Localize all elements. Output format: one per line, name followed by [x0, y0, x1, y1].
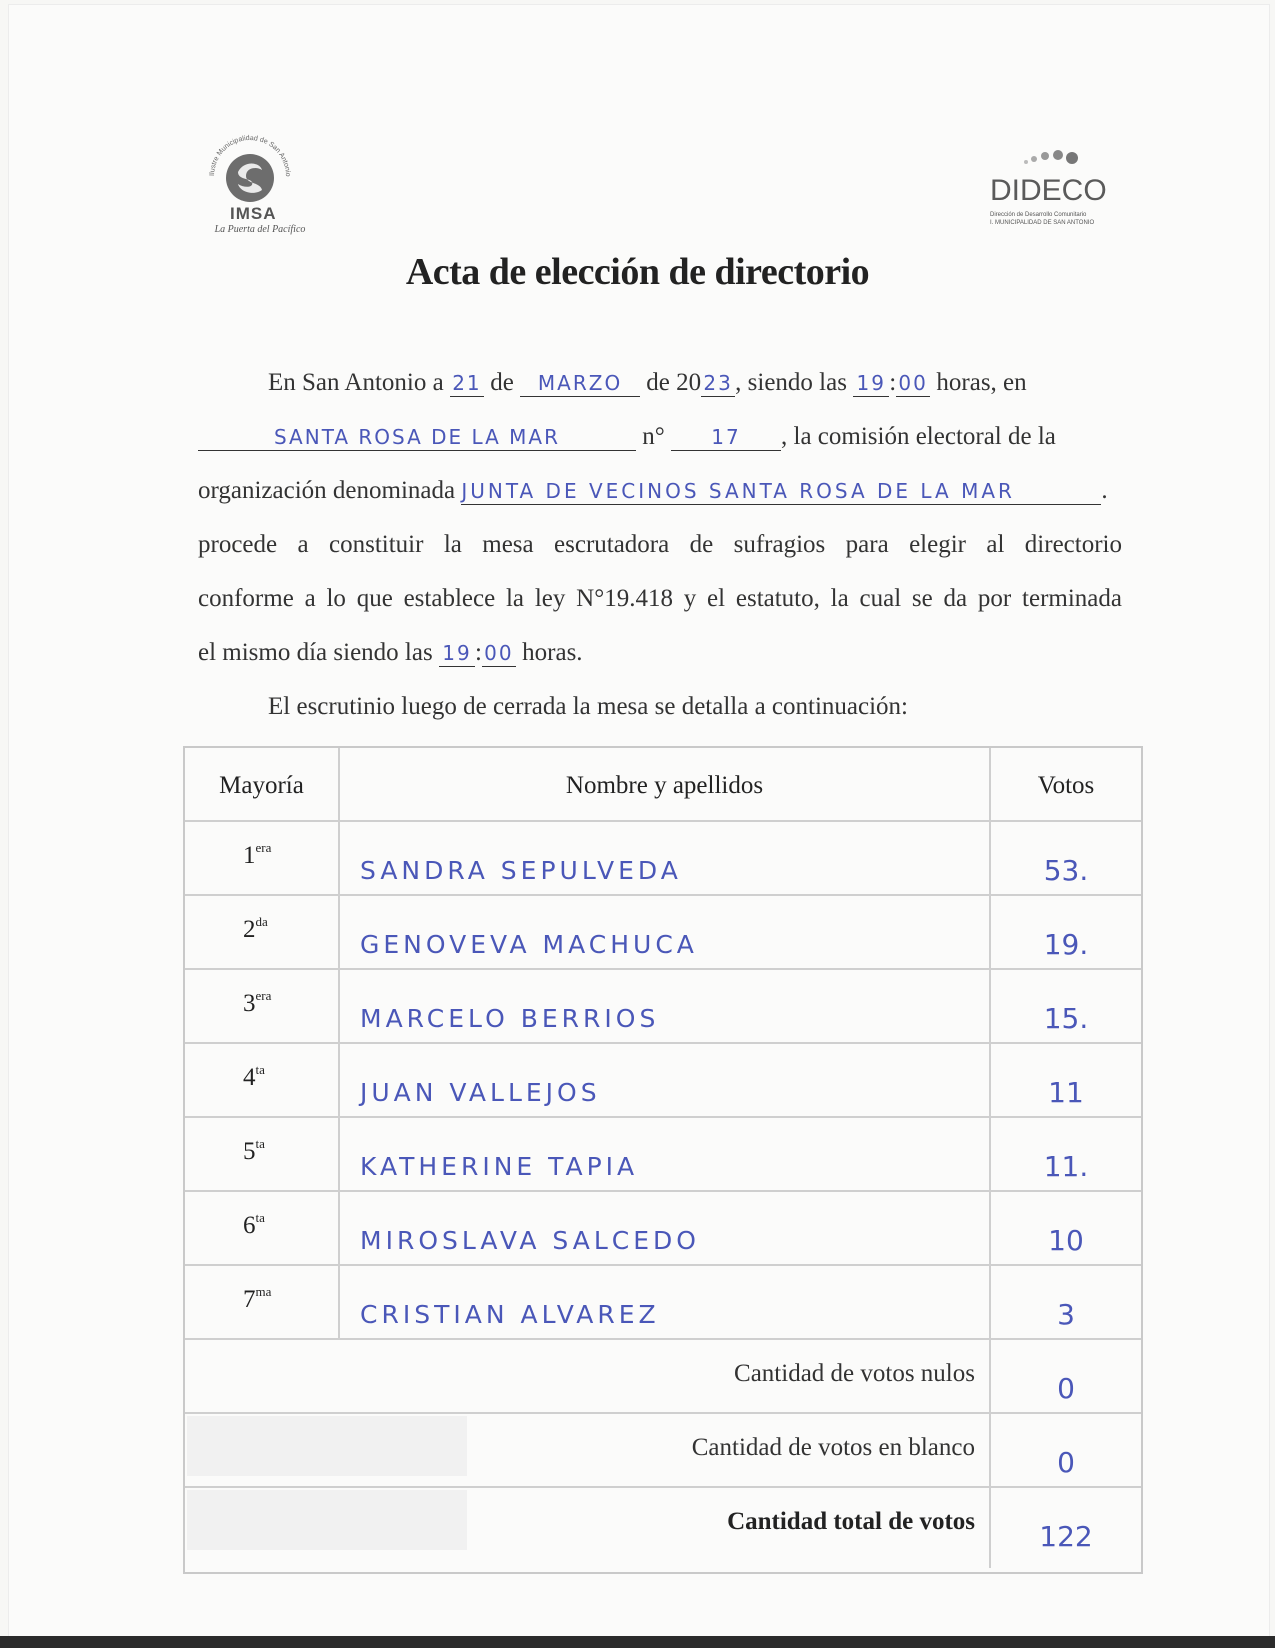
candidate-name: CRISTIAN ALVAREZ: [360, 1300, 660, 1329]
day-field: 21: [452, 371, 482, 395]
end-hour-field: 19: [442, 641, 472, 665]
table-row: $4^{ta}$ JUAN VALLEJOS 11: [185, 1044, 1141, 1118]
table-row: $5^{ta}$ KATHERINE TAPIA 11.: [185, 1118, 1141, 1192]
dideco-wordmark: DIDECO: [990, 174, 1107, 207]
dideco-subtitle-1: Dirección de Desarrollo Comunitario: [990, 212, 1087, 218]
table-row: $3^{era}$ MARCELO BERRIOS 15.: [185, 970, 1141, 1044]
end-min-field: 00: [484, 641, 514, 665]
year-field: 23: [703, 371, 733, 395]
table-row: $6^{ta}$ MIROSLAVA SALCEDO 10: [185, 1192, 1141, 1266]
table-row: $2^{da}$ GENOVEVA MACHUCA 19.: [185, 896, 1141, 970]
candidate-votes: 53.: [1043, 854, 1089, 887]
total-label: Cantidad total de votos: [727, 1508, 975, 1535]
candidate-votes: 3: [1057, 1298, 1075, 1331]
scan-shading: [187, 1416, 467, 1476]
header-votos: Votos: [1037, 772, 1095, 799]
line-3: organización denominada JUNTA DE VECINOS SANTA ROSA DE LA MAR .: [198, 477, 1108, 504]
blanco-value: 0: [1057, 1446, 1075, 1479]
imsa-wordmark: IMSA: [230, 204, 277, 223]
candidate-votes: 11.: [1043, 1150, 1089, 1183]
nulos-value: 0: [1057, 1372, 1075, 1405]
candidate-name: JUAN VALLEJOS: [360, 1078, 601, 1107]
line-1: En San Antonio a 21 de MARZO de 20 23, siendo las 19 : 00 horas, en: [268, 369, 1027, 396]
line-4: procede a constituir la mesa escrutadora de sufragios para elegir al directorio: [198, 531, 1122, 558]
header-mayoria: Mayoría: [219, 772, 304, 799]
blanco-row: [185, 1414, 1141, 1488]
candidate-name: MARCELO BERRIOS: [360, 1004, 660, 1033]
header-nombre: Nombre y apellidos: [565, 772, 764, 799]
candidate-votes: 15.: [1043, 1002, 1089, 1035]
line-7: El escrutinio luego de cerrada la mesa se detalla a continuación:: [268, 693, 909, 720]
total-row: [185, 1488, 1141, 1568]
scan-shading: [187, 1490, 467, 1550]
line-6: el mismo día siendo las 19 : 00 horas.: [198, 639, 583, 666]
table-row: $7^{ma}$ CRISTIAN ALVAREZ 3: [185, 1266, 1141, 1340]
nulos-row: [185, 1340, 1141, 1414]
start-min-field: 00: [898, 371, 928, 395]
candidate-votes: 11: [1048, 1076, 1084, 1109]
organization-field: JUNTA DE VECINOS SANTA ROSA DE LA MAR: [461, 479, 1015, 503]
scan-edge: [0, 1636, 1275, 1648]
candidate-name: GENOVEVA MACHUCA: [360, 930, 698, 959]
document-title: Acta de elección de directorio: [405, 251, 870, 293]
dideco-logo: [990, 148, 1120, 233]
nulos-label: Cantidad de votos nulos: [734, 1360, 975, 1387]
dots-icon: [1020, 148, 1100, 172]
imsa-emblem-icon: [200, 132, 320, 212]
number-field: 17: [711, 425, 741, 449]
imsa-logo: [200, 132, 320, 242]
results-table: [183, 746, 1143, 1574]
table-row: $1^{era}$ SANDRA SEPULVEDA 53.: [185, 822, 1141, 896]
candidate-votes: 19.: [1043, 928, 1089, 961]
candidate-name: KATHERINE TAPIA: [360, 1152, 639, 1181]
candidate-name: MIROSLAVA SALCEDO: [360, 1226, 700, 1255]
month-field: MARZO: [537, 371, 623, 395]
table-header-row: [185, 748, 1141, 822]
line-5: conforme a lo que establece la ley N°19.418 y el estatuto, la cual se da por terminada: [198, 585, 1122, 612]
total-value: 122: [1039, 1520, 1093, 1553]
start-hour-field: 19: [856, 371, 886, 395]
candidate-votes: 10: [1048, 1224, 1084, 1257]
imsa-tagline: La Puerta del Pacífico: [214, 224, 306, 235]
place-field: SANTA ROSA DE LA MAR: [273, 425, 561, 449]
candidate-name: SANDRA SEPULVEDA: [360, 856, 682, 885]
svg-text:Ilustre Municipalidad de San A: Ilustre Municipalidad de San Antonio: [208, 134, 292, 177]
line-2: SANTA ROSA DE LA MAR n° 17 , la comisión electoral de la: [198, 422, 1122, 452]
dideco-subtitle-2: I. MUNICIPALIDAD DE SAN ANTONIO: [990, 220, 1095, 226]
blanco-label: Cantidad de votos en blanco: [691, 1434, 975, 1461]
